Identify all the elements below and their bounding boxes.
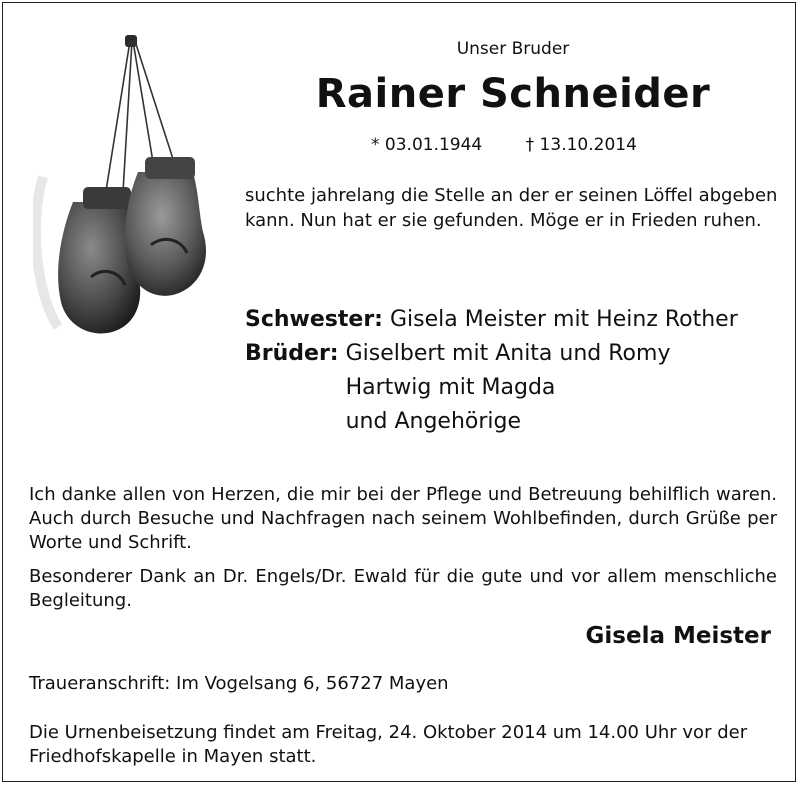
signature: Gisela Meister xyxy=(585,623,771,649)
death-date: † 13.10.2014 xyxy=(525,135,637,155)
mourning-address: Traueranschrift: Im Vogelsang 6, 56727 Mayen xyxy=(29,673,449,694)
sister-names: Gisela Meister mit Heinz Rother xyxy=(389,307,738,332)
deceased-name: Rainer Schneider xyxy=(315,71,711,117)
boxing-gloves-image xyxy=(33,27,223,347)
birth-date: * 03.01.1944 xyxy=(371,135,483,155)
sister-row xyxy=(245,303,738,337)
obituary-notice xyxy=(2,2,796,782)
sister-label: Schwester: xyxy=(245,307,383,332)
funeral-info: Die Urnenbeisetzung findet am Freitag, 24. Oktober 2014 um 14.00 Uhr vor der Friedhofskapelle in Mayen statt. xyxy=(29,722,748,767)
thanks-paragraph: Besonderer Dank an Dr. Engels/Dr. Ewald für die gute und vor allem menschliche Begleitung. xyxy=(29,566,777,611)
brothers-names xyxy=(346,337,671,439)
life-dates xyxy=(371,135,637,155)
thanks-paragraph: Ich danke allen von Herzen, die mir bei der Pflege und Betreuung behilflich waren. Auch durch Besuche und Nachfragen nach seinem Wohlbefinden, durch Grüße per Worte und Schrift. xyxy=(29,484,777,553)
brothers-line: Hartwig mit Magda xyxy=(345,375,556,400)
brothers-row xyxy=(245,337,738,439)
brothers-line: Giselbert mit Anita und Romy xyxy=(345,341,671,366)
family-list xyxy=(245,303,738,439)
subtitle: Unser Bruder xyxy=(456,39,570,59)
brothers-label: Brüder: xyxy=(245,341,339,366)
intro-text: suchte jahrelang die Stelle an der er seinen Löffel abgeben kann. Nun hat er sie gefunden. Möge er in Frieden ruhen. xyxy=(245,185,778,231)
thanks-section xyxy=(29,483,777,623)
boxing-gloves-icon xyxy=(33,27,223,347)
brothers-line: und Angehörige xyxy=(345,409,522,434)
